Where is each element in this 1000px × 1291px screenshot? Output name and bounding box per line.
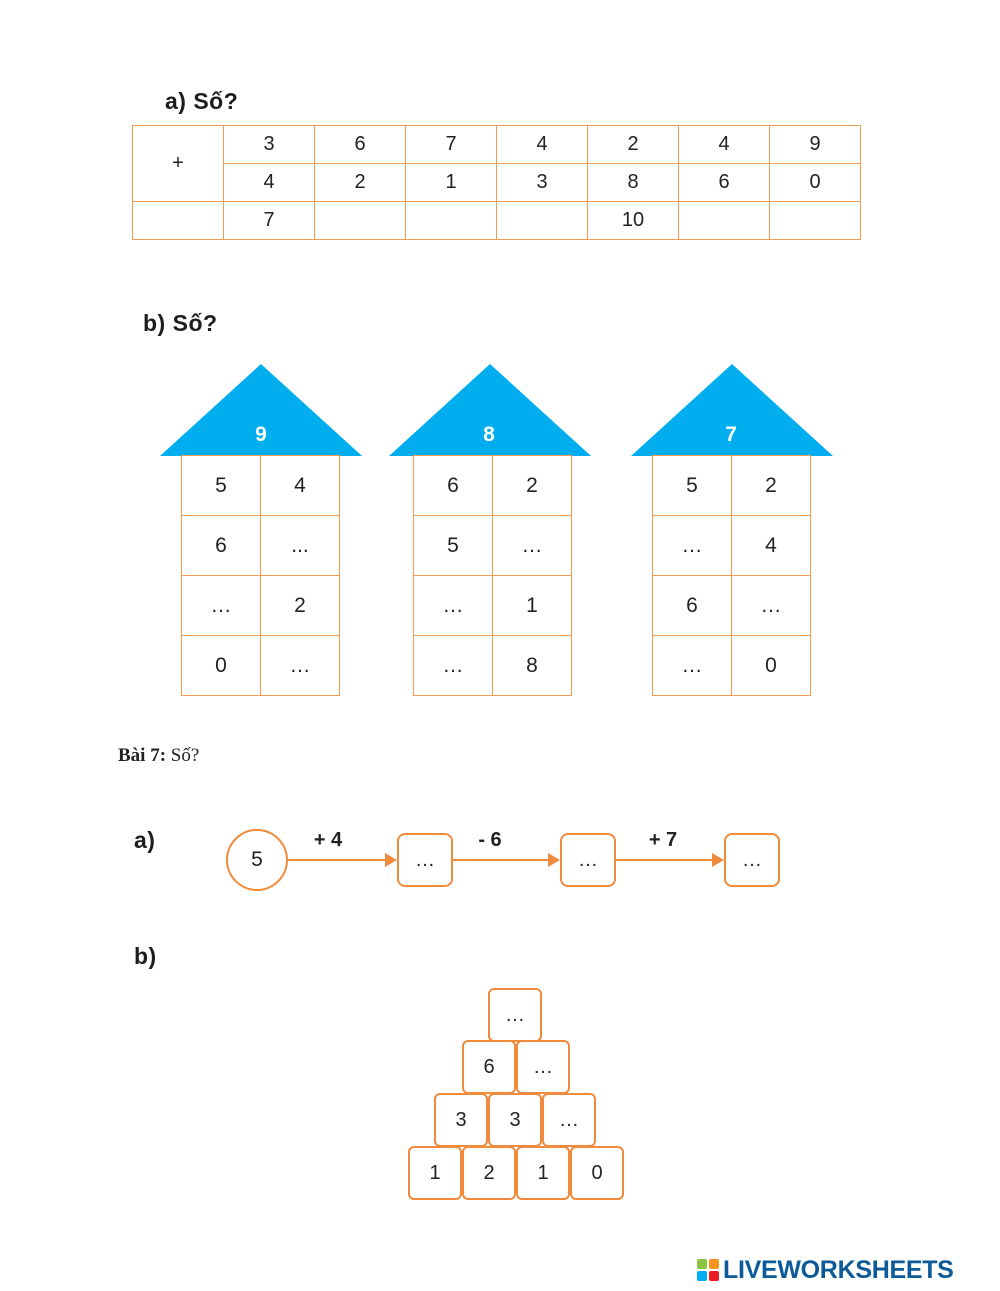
- chain-start-circle: 5: [226, 829, 288, 891]
- house-cell: 0: [732, 636, 811, 696]
- liveworksheets-logo-icon: [697, 1259, 719, 1281]
- part-b-label: b) Số?: [143, 310, 218, 336]
- house-cell: 4: [732, 516, 811, 576]
- liveworksheets-logo[interactable]: LIVEWORKSHEETS: [723, 1256, 954, 1284]
- pyramid-brick[interactable]: …: [488, 988, 542, 1042]
- pyramid-brick: 1: [516, 1146, 570, 1200]
- addend-top-cell: 2: [588, 126, 679, 164]
- house-cell: 8: [493, 636, 572, 696]
- house-cell: 6: [414, 456, 493, 516]
- house-cell: 4: [261, 456, 340, 516]
- house-grid-2: [413, 455, 572, 696]
- house-cell[interactable]: …: [653, 636, 732, 696]
- house-cell[interactable]: …: [732, 576, 811, 636]
- pyramid-brick[interactable]: …: [542, 1093, 596, 1147]
- house-roof-number-2: 8: [483, 423, 495, 446]
- house-cell: 6: [182, 516, 261, 576]
- house-cell[interactable]: …: [261, 636, 340, 696]
- addend-bottom-cell: 4: [224, 164, 315, 202]
- house-grid-3: [652, 455, 811, 696]
- pyramid-brick: 3: [434, 1093, 488, 1147]
- exercise-7-heading: [118, 745, 199, 767]
- house-cell: 5: [414, 516, 493, 576]
- house-cell[interactable]: …: [414, 576, 493, 636]
- chain-op-2: - 6: [478, 829, 502, 851]
- house-cell: 2: [493, 456, 572, 516]
- pyramid-brick: 2: [462, 1146, 516, 1200]
- pyramid-label: b): [134, 943, 157, 969]
- sum-cell[interactable]: 10: [588, 202, 679, 240]
- house-cell: 5: [182, 456, 261, 516]
- sum-cell[interactable]: [315, 202, 406, 240]
- house-roof-number-1: 9: [255, 423, 267, 446]
- house-cell: 1: [493, 576, 572, 636]
- house-cell[interactable]: ...: [261, 516, 340, 576]
- addend-top-cell: 3: [224, 126, 315, 164]
- pyramid-brick: 0: [570, 1146, 624, 1200]
- house-cell: 6: [653, 576, 732, 636]
- chain-answer-box-2[interactable]: …: [560, 833, 616, 887]
- house-grid-1: [181, 455, 340, 696]
- house-cell: 0: [182, 636, 261, 696]
- exercise-7-title: Bài 7:: [118, 745, 167, 766]
- sum-cell[interactable]: [497, 202, 588, 240]
- part-a-label: a) Số?: [165, 88, 239, 114]
- house-roof-number-3: 7: [725, 423, 737, 446]
- arrow-right-icon: [288, 859, 395, 861]
- chain-label: a): [134, 827, 156, 853]
- house-cell[interactable]: …: [493, 516, 572, 576]
- pyramid-brick: 6: [462, 1040, 516, 1094]
- house-cell: 5: [653, 456, 732, 516]
- house-cell[interactable]: …: [182, 576, 261, 636]
- house-cell[interactable]: …: [653, 516, 732, 576]
- addend-top-cell: 4: [679, 126, 770, 164]
- pyramid-brick[interactable]: …: [516, 1040, 570, 1094]
- house-cell[interactable]: …: [414, 636, 493, 696]
- exercise-7-text: Số?: [166, 745, 200, 766]
- addend-bottom-cell: 1: [406, 164, 497, 202]
- house-cell: 2: [261, 576, 340, 636]
- addend-top-cell: 6: [315, 126, 406, 164]
- sum-cell[interactable]: [679, 202, 770, 240]
- chain-answer-box-1[interactable]: …: [397, 833, 453, 887]
- pyramid-brick: 1: [408, 1146, 462, 1200]
- addition-table: [132, 125, 861, 240]
- addend-bottom-cell: 6: [679, 164, 770, 202]
- addend-bottom-cell: 0: [770, 164, 861, 202]
- addend-bottom-cell: 3: [497, 164, 588, 202]
- sum-cell[interactable]: 7: [224, 202, 315, 240]
- addend-top-cell: 9: [770, 126, 861, 164]
- addend-bottom-cell: 2: [315, 164, 406, 202]
- pyramid-brick: 3: [488, 1093, 542, 1147]
- chain-op-3: + 7: [648, 829, 678, 851]
- plus-sign: +: [172, 152, 184, 174]
- addend-top-cell: 7: [406, 126, 497, 164]
- sum-cell[interactable]: [770, 202, 861, 240]
- addend-bottom-cell: 8: [588, 164, 679, 202]
- arrow-right-icon: [615, 859, 722, 861]
- chain-answer-box-3[interactable]: …: [724, 833, 780, 887]
- operator-cell: [133, 126, 224, 202]
- sum-cell[interactable]: [406, 202, 497, 240]
- house-cell: 2: [732, 456, 811, 516]
- chain-op-1: + 4: [313, 829, 343, 851]
- addend-top-cell: 4: [497, 126, 588, 164]
- arrow-right-icon: [453, 859, 558, 861]
- sum-label-cell: [133, 202, 224, 240]
